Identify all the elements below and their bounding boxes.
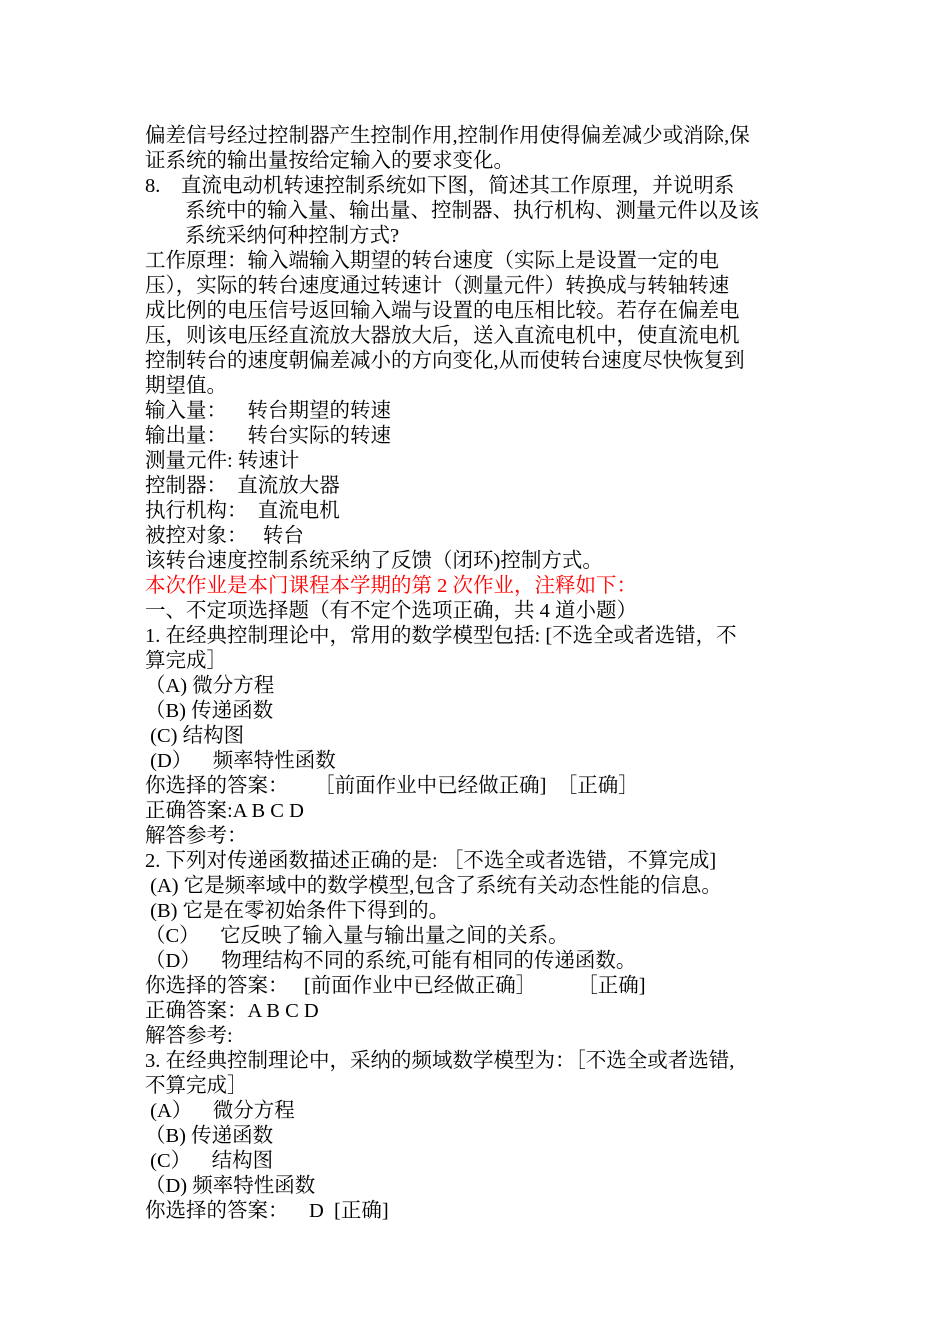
option-d: （D) 频率特性函数 bbox=[145, 1175, 316, 1197]
text-line: 偏差信号经过控制器产生控制作用,控制作用使得偏差减少或消除,保 bbox=[145, 125, 750, 147]
correct-answer: 正确答案：A B C D bbox=[145, 1000, 319, 1022]
your-answer: 你选择的答案： D [正确] bbox=[145, 1200, 389, 1222]
answer-reference: 解答参考： bbox=[145, 825, 248, 847]
question-2: 2. 下列对传递函数描述正确的是: ［不选全或者选错，不算完成] bbox=[145, 850, 717, 872]
text-line: 被控对象： 转台 bbox=[145, 525, 304, 547]
option-c: (C) 结构图 bbox=[145, 725, 245, 747]
text-line: 不算完成］ bbox=[145, 1075, 248, 1097]
text-line: 压，则该电压经直流放大器放大后，送入直流电机中，使直流电机 bbox=[145, 325, 740, 347]
text-line: 证系统的输出量按给定输入的要求变化。 bbox=[145, 150, 514, 172]
your-answer: 你选择的答案： ［前面作业中已经做正确] ［正确］ bbox=[145, 775, 639, 797]
option-c: (C） 结构图 bbox=[145, 1150, 274, 1172]
correct-answer: 正确答案:A B C D bbox=[145, 800, 304, 822]
text-line: 控制转台的速度朝偏差减小的方向变化,从而使转台速度尽快恢复到 bbox=[145, 350, 745, 372]
section-heading: 一、不定项选择题（有不定个选项正确，共 4 道小题） bbox=[145, 600, 637, 622]
text-line: 系统采纳何种控制方式? bbox=[185, 225, 400, 247]
option-a: （A) 微分方程 bbox=[145, 675, 275, 697]
your-answer: 你选择的答案： [前面作业中已经做正确］ ［正确] bbox=[145, 975, 646, 997]
text-line: 执行机构： 直流电机 bbox=[145, 500, 340, 522]
text-line: 测量元件: 转速计 bbox=[145, 450, 300, 472]
option-a: (A) 它是频率域中的数学模型,包含了系统有关动态性能的信息。 bbox=[145, 875, 722, 897]
question-8-heading: 8. 直流电动机转速控制系统如下图，简述其工作原理，并说明系 bbox=[145, 175, 735, 197]
text-line: 该转台速度控制系统采纳了反馈（闭环)控制方式。 bbox=[145, 550, 603, 572]
text-line: 成比例的电压信号返回输入端与设置的电压相比较。若存在偏差电 bbox=[145, 300, 740, 322]
text-line: 算完成］ bbox=[145, 650, 227, 672]
text-line: 期望值。 bbox=[145, 375, 227, 397]
option-d: （D） 物理结构不同的系统,可能有相同的传递函数。 bbox=[145, 950, 637, 972]
question-3: 3. 在经典控制理论中，采纳的频域数学模型为：［不选全或者选错, bbox=[145, 1050, 735, 1072]
text-line: 工作原理：输入端输入期望的转台速度（实际上是设置一定的电 bbox=[145, 250, 719, 272]
question-1: 1. 在经典控制理论中，常用的数学模型包括: [不选全或者选错，不 bbox=[145, 625, 737, 647]
option-b: （B) 传递函数 bbox=[145, 700, 274, 722]
assignment-note: 本次作业是本门课程本学期的第 2 次作业，注释如下： bbox=[145, 575, 637, 597]
option-a: (A） 微分方程 bbox=[145, 1100, 295, 1122]
option-b: （B) 传递函数 bbox=[145, 1125, 274, 1147]
option-b: (B) 它是在零初始条件下得到的。 bbox=[145, 900, 450, 922]
text-line: 输出量： 转台实际的转速 bbox=[145, 425, 391, 447]
text-line: 压），实际的转台速度通过转速计（测量元件）转换成与转轴转速 bbox=[145, 275, 730, 297]
text-line: 系统中的输入量、输出量、控制器、执行机构、测量元件以及该 bbox=[185, 200, 759, 222]
text-line: 控制器： 直流放大器 bbox=[145, 475, 340, 497]
option-d: (D） 频率特性函数 bbox=[145, 750, 336, 772]
text-line: 输入量： 转台期望的转速 bbox=[145, 400, 391, 422]
option-c: （C） 它反映了输入量与输出量之间的关系。 bbox=[145, 925, 569, 947]
answer-reference: 解答参考: bbox=[145, 1025, 233, 1047]
